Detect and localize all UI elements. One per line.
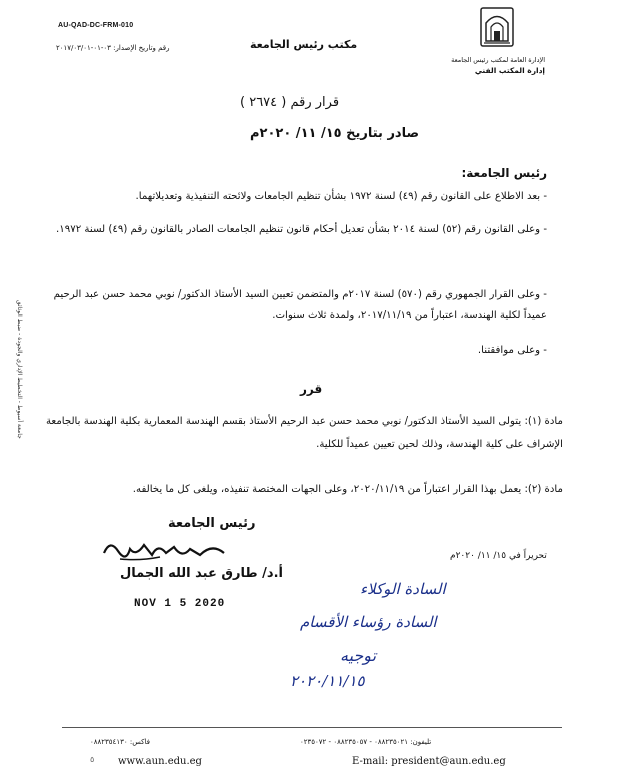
page-mark: ٥ <box>90 755 95 764</box>
preamble-paragraph: - وعلى موافقتنا. <box>477 345 547 356</box>
footer-divider <box>62 727 562 728</box>
document-code: AU-QAD-DC-FRM-010 <box>58 22 134 29</box>
handwritten-date: ٢٠٢٠/١١/١٥ <box>290 672 365 690</box>
handwritten-note: توجيه <box>340 646 377 665</box>
signature-icon <box>100 535 230 563</box>
written-on-date: تحريراً في ١٥/ ١١/ ٢٠٢٠م <box>450 551 547 561</box>
technical-office: إدارة المكتب الفني <box>474 66 545 75</box>
footer-phone: تليفون: ٠٨٨٢٣٥٠٢١ - ٠٨٨٢٣٥٠٥٧ - ٠٢٣٥٠٧٢ <box>300 738 432 746</box>
admin-department: الإدارة العامة لمكتب رئيس الجامعة <box>451 56 545 64</box>
decided-heading: قرر <box>300 382 323 396</box>
side-note: جامعة أسيوط - التخطيط الإداري والجودة - ضبط الوثائق <box>16 300 23 439</box>
preamble-paragraph: - وعلى القرار الجمهوري رقم (٥٧٠) لسنة ٢٠١٧م والمتضمن تعيين السيد الأستاذ الدكتور/ نوبي محمد حسن عبد الرحيم عميداً لكلية الهندسة، اعتباراً من ٢٠١٧/١١/١٩، ولمدة ثلاث سنوات. <box>53 289 547 321</box>
handwritten-note: السادة الوكلاء <box>360 580 446 598</box>
president-heading: رئيس الجامعة: <box>461 166 547 180</box>
signature-title: رئيس الجامعة <box>168 516 256 531</box>
article-1: مادة (١): يتولى السيد الأستاذ الدكتور/ نوبي محمد حسن عبد الرحيم الأستاذ بقسم الهندسة المعمارية بكلية الهندسة بالجامعة الإشراف على كلية الهندسة، وذلك لحين تعيين عميداً للكلية. <box>45 416 563 450</box>
handwritten-note: السادة رؤساء الأقسام <box>300 613 437 631</box>
preamble-paragraph: - بعد الاطلاع على القانون رقم (٤٩) لسنة ١٩٧٢ بشأن تنظيم الجامعات ولائحته التنفيذية وتعديلاتهما. <box>135 191 547 202</box>
footer-fax: فاكس: ٠٨٨٢٣٥٤١٣٠ <box>90 738 150 746</box>
president-name: أ.د/ طارق عبد الله الجمال <box>120 566 283 581</box>
university-logo-icon <box>480 7 514 47</box>
preamble-paragraph: - وعلى القانون رقم (٥٢) لسنة ٢٠١٤ بشأن تعديل أحكام قانون تنظيم الجامعات الصادر بالقانون رقم (٤٩) لسنة ١٩٧٢. <box>56 224 547 235</box>
date-stamp: NOV 1 5 2020 <box>134 598 226 610</box>
footer-website-link[interactable]: www.aun.edu.eg <box>118 756 202 767</box>
decree-number: قرار رقم ( ٢٦٧٤ ) <box>240 95 340 110</box>
footer-email-link[interactable]: E-mail: president@aun.edu.eg <box>352 756 506 767</box>
issue-number-date: رقم وتاريخ الإصدار: ٠٣-٠١-٢٠١٧/٠٣/٠١ <box>56 44 170 52</box>
article-2: مادة (٢): يعمل بهذا القرار اعتباراً من ٢٠٢٠/١١/١٩، وعلى الجهات المختصة تنفيذه، ويلغى كل ما يخالفه. <box>132 484 563 495</box>
office-title: مكتب رئيس الجامعة <box>250 38 358 51</box>
decree-date: صادر بتاريخ ١٥/ ١١/ ٢٠٢٠م <box>250 126 420 141</box>
